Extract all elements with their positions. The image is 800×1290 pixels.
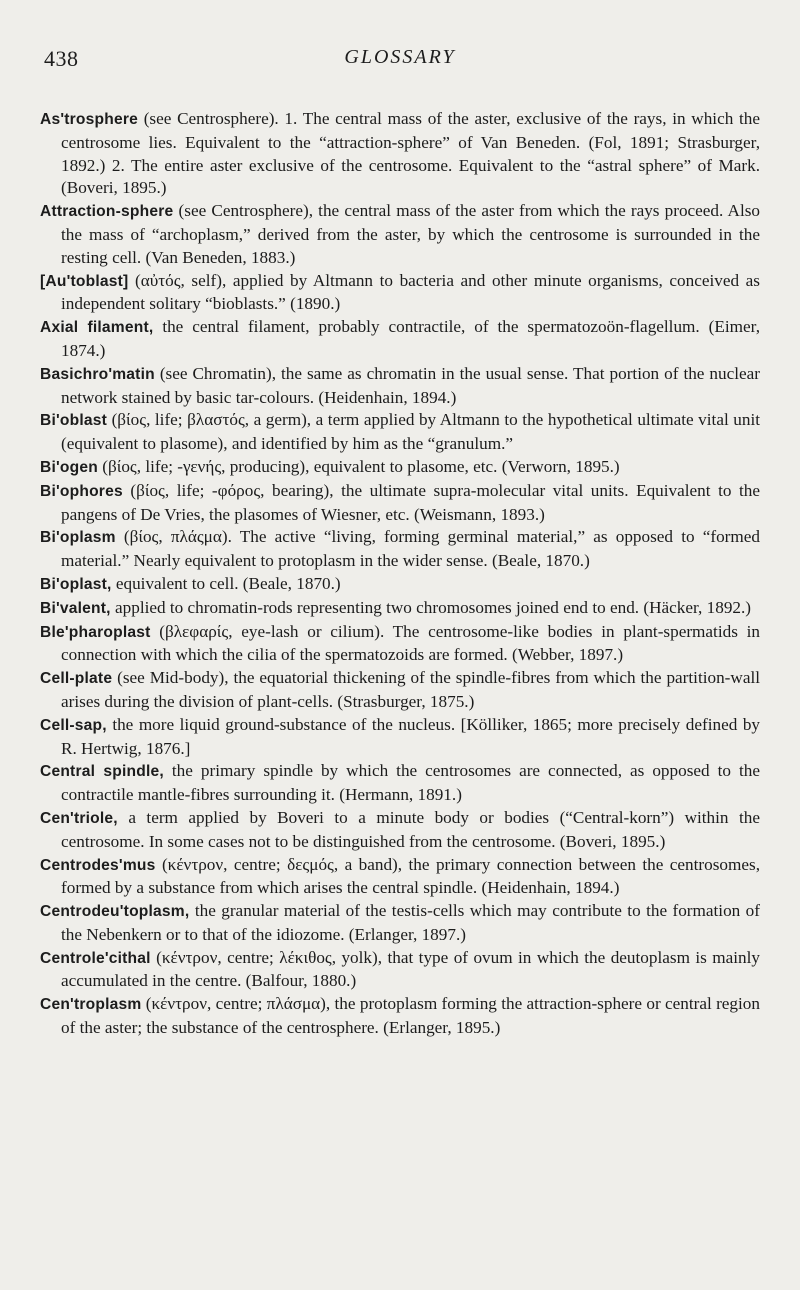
entry-term: Bi'valent, [40, 599, 111, 617]
glossary-entry [40, 108, 760, 200]
entry-definition: (κέντρον, centre; δεςμός, a band), the primary connection between the centrosomes, formed by a substance from which arises the central spindle. (Heidenhain, 1894.) [61, 854, 760, 898]
entry-definition: (see Mid-body), the equatorial thickening of the spindle-fibres from which the partition-wall arises during the division of plant-cells. (Strasburger, 1875.) [61, 668, 760, 711]
glossary-entry [40, 409, 760, 456]
entry-term: Centrodeu'toplasm, [40, 903, 190, 921]
entry-definition: applied to chromatin-rods representing two chromosomes joined end to end. (Häcker, 1892.) [115, 597, 752, 617]
running-head: GLOSSARY [344, 46, 456, 68]
entry-definition: (βίος, πλάςμα). The active “living, forming germinal material,” as opposed to “formed material.” Nearly equivalent to protoplasm in the wider sense. (Beale, 1870.) [61, 527, 760, 571]
glossary-entry [40, 714, 760, 761]
entry-term: Cen'triole, [40, 809, 118, 827]
glossary-entry [40, 363, 760, 410]
glossary-entry [40, 947, 760, 994]
entry-term: Ble'pharoplast [40, 623, 151, 641]
entry-definition: (see Centrosphere). 1. The central mass of the aster, exclusive of the rays, in which the centrosome lies. Equivalent to the “attraction-sphere” of Van Beneden. (Fol, 1891; Strasburger, 1892.) 2. The entire aster exclusive of the centrosome. Equivalent to the “astral sphere” of Mark. (Boveri, 1895.) [61, 109, 760, 198]
entry-definition: (βίος, life; -γενής, producing), equivalent to plasome, etc. (Verworn, 1895.) [102, 456, 620, 476]
entry-term: As'trosphere [40, 111, 138, 128]
glossary-entry [40, 597, 760, 621]
entry-definition: (αὐτός, self), applied by Altmann to bacteria and other minute organisms, conceived as independent solitary “bioblasts.” (1890.) [61, 270, 760, 314]
entry-term: Centrole'cithal [40, 949, 151, 967]
entry-definition: equivalent to cell. (Beale, 1870.) [115, 573, 341, 593]
glossary-entry [40, 993, 760, 1040]
entry-definition: the central filament, probably contractile, of the spermatozoön-flagellum. (Eimer, 1874.) [61, 317, 760, 360]
entry-term: Centrodes'mus [40, 856, 156, 874]
entry-definition: (see Chromatin), the same as chromatin in the usual sense. That portion of the nuclear network stained by basic tar-colours. (Heidenhain, 1894.) [61, 363, 760, 407]
entry-term: Bi'ophores [40, 482, 123, 500]
entry-term: Cell-plate [40, 670, 113, 688]
entry-definition: the primary spindle by which the centrosomes are connected, as opposed to the contractile mantle-fibres surrounding it. (Hermann, 1891.) [61, 761, 761, 805]
glossary-entry [40, 573, 760, 597]
glossary-entry [40, 480, 760, 527]
entry-definition: (βίος, life; -φόρος, bearing), the ultimate supra-molecular vital units. Equivalent to the pangens of De Vries, the plasomes of Wiesner, etc. (Weismann, 1893.) [61, 480, 760, 524]
glossary-entry [40, 900, 760, 947]
glossary-entry [40, 621, 760, 668]
glossary-entry [40, 807, 760, 854]
entry-term: Bi'oblast [40, 412, 108, 430]
entry-term: Cell-sap, [40, 716, 107, 734]
glossary-entry [40, 456, 760, 480]
entry-definition: the granular material of the testis-cells which may contribute to the formation of the Nebenkern or to that of the idiozome. (Erlanger, 1897.) [61, 901, 760, 944]
glossary-entry [40, 760, 760, 807]
entry-definition: (βλεφαρίς, eye-lash or cilium). The centrosome-like bodies in plant-spermatids in connection with which the cilia of the spermatozoids are formed. (Webber, 1897.) [61, 621, 761, 665]
page-number: 438 [44, 46, 79, 71]
glossary-entry [40, 667, 760, 714]
entry-term: Attraction-sphere [40, 203, 174, 221]
glossary-entry [40, 526, 760, 573]
entry-definition: (see Centrosphere), the central mass of the aster from which the rays proceed. Also the mass of “archoplasm,” derived from the aster, by which the centrosome is surrounded in the resting cell. (Van Beneden, 1883.) [61, 201, 760, 267]
entry-definition: (κέντρον, centre; λέκιθος, yolk), that type of ovum in which the deutoplasm is mainly accumulated in the centre. (Balfour, 1880.) [61, 947, 760, 991]
entry-definition: (βίος, life; βλαστός, a germ), a term applied by Altmann to the hypothetical ultimate vital unit (equivalent to plasome), and identified by him as the “granulum.” [61, 410, 761, 454]
glossary-entry [40, 316, 760, 363]
entry-term: Bi'ogen [40, 458, 98, 476]
entry-term: Bi'oplast, [40, 575, 112, 593]
page-header [44, 46, 756, 78]
entry-definition: the more liquid ground-substance of the nucleus. [Kölliker, 1865; more precisely defined by R. Hertwig, 1876.] [61, 714, 761, 758]
entry-term: [Au'toblast] [40, 272, 129, 290]
entry-definition: a term applied by Boveri to a minute body or bodies (“Central-korn”) within the centrosome. In some cases not to be distinguished from the centrosome. (Boveri, 1895.) [61, 807, 760, 851]
entry-term: Bi'oplasm [40, 529, 116, 547]
glossary-entries [40, 108, 760, 1040]
glossary-entry [40, 270, 760, 317]
entry-term: Axial filament, [40, 319, 154, 337]
entry-definition: (κέντρον, centre; πλάσμα), the protoplasm forming the attraction-sphere or central region of the aster; the substance of the centrosphere. (Erlanger, 1895.) [61, 994, 760, 1038]
glossary-entry [40, 200, 760, 269]
entry-term: Cen'troplasm [40, 996, 142, 1014]
glossary-entry [40, 854, 760, 901]
entry-term: Central spindle, [40, 763, 164, 781]
entry-term: Basichro'matin [40, 365, 155, 383]
